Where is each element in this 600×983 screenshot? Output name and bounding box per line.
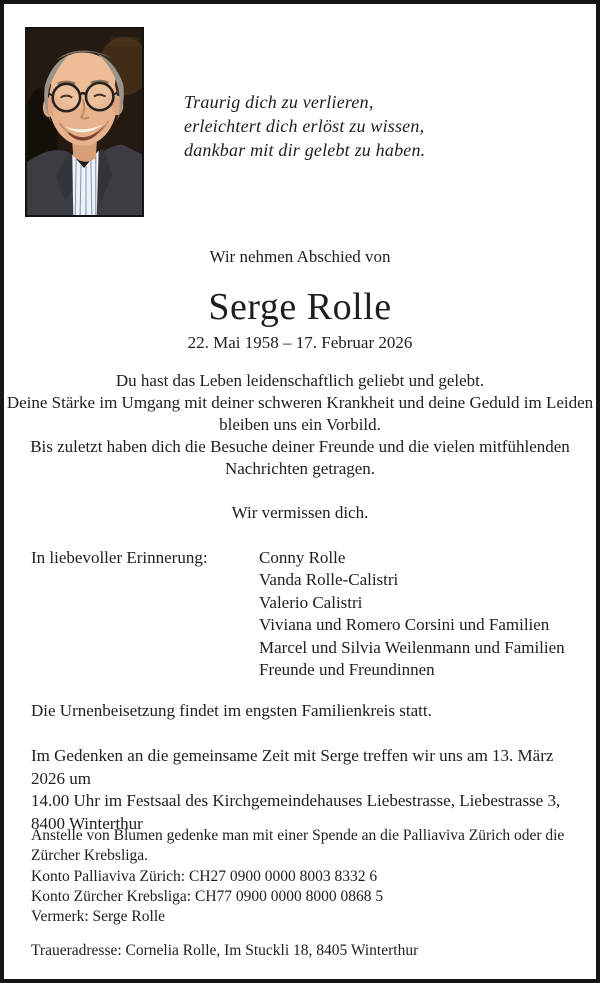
memorial-line: Im Gedenken an die gemeinsame Zeit mit Serge treffen wir uns am 13. März 2026 um	[31, 746, 554, 788]
tribute-line: Deine Stärke im Umgang mit deiner schweren Krankheit und deine Geduld im Leiden	[6, 393, 594, 412]
epigraph-quote	[184, 90, 425, 162]
donation-line: Zürcher Krebsliga.	[31, 847, 149, 865]
tribute-line: Nachrichten getragen.	[224, 459, 376, 478]
donation-reference-line: Vermerk: Serge Rolle	[31, 908, 166, 926]
donation-account-line: Konto Palliaviva Zürich: CH27 0900 0000 8003 8332 6	[31, 867, 378, 885]
deceased-name: Serge Rolle	[208, 286, 392, 328]
mourner-name: Valerio Calistri	[259, 592, 363, 612]
life-dates: 22. Mai 1958 – 17. Februar 2026	[187, 333, 413, 352]
tribute-line: Bis zuletzt haben dich die Besuche deiner Freunde und die vielen mitfühlenden	[30, 437, 570, 456]
donation-line: Anstelle von Blumen gedenke man mit einer Spende an die Palliaviva Zürich oder die	[31, 827, 565, 844]
mourner-name: Viviana und Romero Corsini und Familien	[259, 615, 550, 635]
mourner-name: Vanda Rolle-Calistri	[259, 570, 399, 590]
portrait-illustration	[27, 29, 142, 215]
donations-paragraph	[31, 826, 574, 927]
memorial-line: 14.00 Uhr im Festsaal des Kirchgemeindehauses Liebestrasse, Liebestrasse 3,	[31, 791, 561, 810]
mourners-list	[259, 547, 576, 681]
mourner-name: Marcel und Silvia Weilenmann und Familien	[259, 637, 565, 657]
donation-account-line: Konto Zürcher Krebsliga: CH77 0900 0000 8000 0868 5	[31, 887, 384, 905]
farewell-intro: Wir nehmen Abschied von	[209, 247, 391, 266]
memorial-gathering-paragraph	[31, 745, 574, 835]
memorial-line: 8400 Winterthur	[31, 813, 143, 833]
burial-notice: Die Urnenbeisetzung findet im engsten Familienkreis statt.	[31, 701, 432, 720]
mourners-label: In liebevoller Erinnerung:	[31, 548, 208, 567]
epigraph-line: erleichtert dich erlöst zu wissen,	[184, 116, 425, 136]
epigraph-line: dankbar mit dir gelebt zu haben.	[184, 140, 426, 160]
mourning-address: Traueradresse: Cornelia Rolle, Im Stuckli 18, 8405 Winterthur	[31, 942, 419, 959]
mourner-name: Conny Rolle	[259, 548, 346, 567]
we-miss-you-line: Wir vermissen dich.	[231, 503, 369, 522]
tribute-line: bleiben uns ein Vorbild.	[219, 415, 381, 434]
mourners-section	[31, 547, 576, 681]
tribute-paragraph	[4, 370, 596, 480]
tribute-line: Du hast das Leben leidenschaftlich geliebt und gelebt.	[115, 371, 485, 390]
epigraph-line: Traurig dich zu verlieren,	[184, 92, 374, 112]
portrait-photo	[25, 27, 144, 217]
mourner-name: Freunde und Freundinnen	[259, 660, 435, 680]
